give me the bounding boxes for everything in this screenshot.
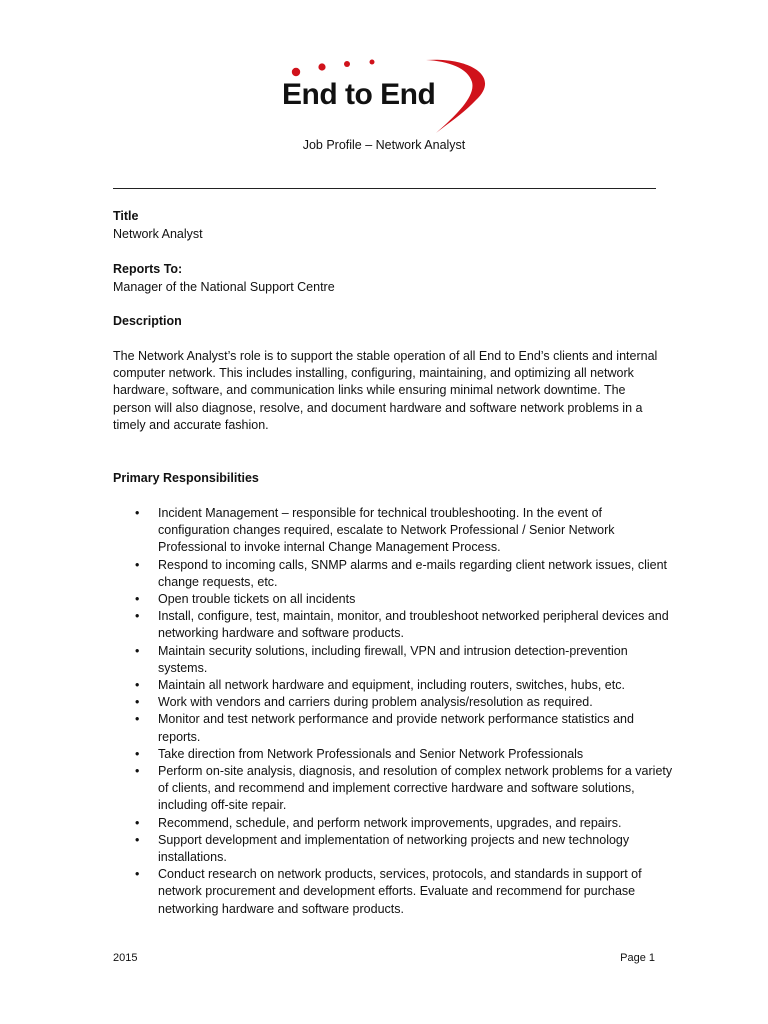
bullet-icon: • [135,609,140,624]
list-item-text: Take direction from Network Professionals and Senior Network Professionals [158,746,584,761]
page-title: Job Profile – Network Analyst [302,138,466,152]
list-item-text: Maintain all network hardware and equipment, including routers, switches, hubs, etc. [158,678,625,693]
list-item-text: Perform on-site analysis, diagnosis, and resolution of complex network problems for a variety of clients, and recommend and implement corrective hardware and software solutions, including off-site repair. [158,764,673,813]
list-item-text: Respond to incoming calls, SNMP alarms and e-mails regarding client network issues, client change requests, etc. [158,557,668,589]
description-text: The Network Analyst’s role is to support the stable operation of all End to End’s clients and internal computer network. This includes installing, configuring, maintaining, and optimizing all network hardware, software, and communication links while ensuring minimal network downtime. The person will also diagnose, resolve, and document hardware and software network problems in a timely and accurate fashion. [113,349,658,432]
list-item-text: Monitor and test network performance and provide network performance statistics and reports. [158,712,634,744]
end-to-end-logo [276,55,496,135]
bullet-icon: • [135,557,140,572]
list-item [0,746,768,763]
logo-wordmark: End to End [282,78,436,111]
list-item [0,591,768,608]
list-item-text: Conduct research on network products, services, protocols, and standards in support of network procurement and development efforts. Evaluate and recommend for purchase networking hardware and software products. [158,867,642,916]
list-item [0,763,768,815]
bullet-icon: • [135,815,140,830]
bullet-icon: • [135,764,140,779]
reports-to-label: Reports To: [113,262,183,276]
list-item [0,711,768,745]
list-item-text: Maintain security solutions, including firewall, VPN and intrusion detection-prevention systems. [158,643,628,675]
responsibilities-list [0,505,768,918]
list-item [0,677,768,694]
header-divider [113,188,656,189]
title-label: Title [113,209,139,223]
bullet-icon: • [135,867,140,882]
bullet-icon: • [135,746,140,761]
title-value: Network Analyst [113,227,203,241]
list-item [0,643,768,677]
bullet-icon: • [135,678,140,693]
list-item [0,608,768,642]
list-item [0,694,768,711]
bullet-icon: • [135,832,140,847]
list-item [0,505,768,557]
footer-year: 2015 [113,952,138,964]
bullet-icon: • [135,695,140,710]
list-item [0,866,768,918]
list-item [0,815,768,832]
bullet-icon: • [135,506,140,520]
list-item-text: Open trouble tickets on all incidents [158,592,356,607]
list-item-text: Incident Management – responsible for technical troubleshooting. In the event of configuration changes required, escalate to Network Professional / Senior Network Professional to invoke internal Change Management Process. [158,506,615,555]
list-item-text: Install, configure, test, maintain, monitor, and troubleshoot networked peripheral devices and networking hardware and software products. [158,609,669,641]
responsibilities-label: Primary Responsibilities [113,471,259,485]
description-label: Description [113,314,182,328]
list-item-text: Recommend, schedule, and perform network improvements, upgrades, and repairs. [158,815,622,830]
bullet-icon: • [135,643,140,658]
bullet-icon: • [135,592,140,607]
bullet-icon: • [135,712,140,727]
reports-to-value: Manager of the National Support Centre [113,280,335,294]
list-item-text: Support development and implementation of networking projects and new technology installations. [158,832,630,865]
list-item-text: Work with vendors and carriers during problem analysis/resolution as required. [158,695,593,710]
list-item [0,557,768,591]
footer-page-number: Page 1 [620,952,655,964]
list-item [0,832,768,866]
